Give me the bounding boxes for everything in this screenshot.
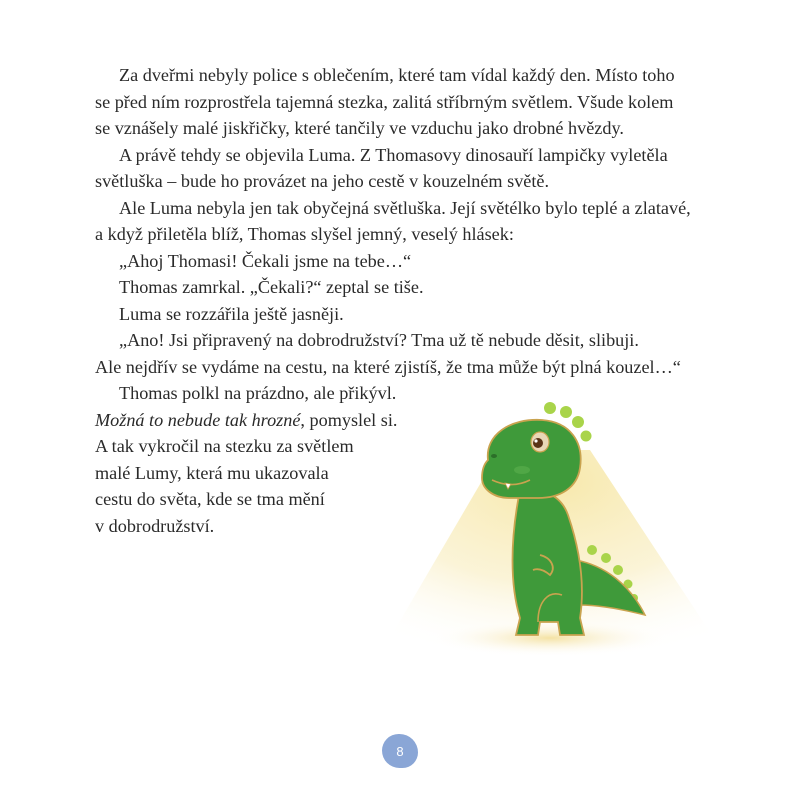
- text-line: A tak vykročil na stezku za světlem: [95, 436, 354, 456]
- text-line: cestu do světa, kde se tma mění: [95, 489, 325, 509]
- text-line: Ale nejdřív se vydáme na cestu, na které zjistíš, že tma může být plná kouzel…“: [95, 356, 681, 377]
- text-line: „Ahoj Thomasi! Čekali jsme na tebe…“: [119, 250, 412, 271]
- text-line: A právě tehdy se objevila Luma. Z Thomasovy dinosauří lampičky vyletěla: [119, 144, 668, 165]
- text-line: se před ním rozprostřela tajemná stezka, zalitá stříbrným světlem. Všude kolem: [95, 91, 674, 112]
- thought-suffix: , pomyslel si.: [300, 409, 398, 430]
- dinosaur-lamp-illustration: [370, 390, 730, 690]
- text-line: se vznášely malé jiskřičky, které tančily ve vzduchu jako drobné hvězdy.: [95, 118, 624, 138]
- text-line: „Ano! Jsi připravený na dobrodružství? Tma už tě nebude děsit, slibuji.: [119, 330, 639, 350]
- text-line: a když přiletěla blíž, Thomas slyšel jemný, veselý hlásek:: [95, 224, 514, 244]
- text-line: světluška – bude ho provázet na jeho cestě v kouzelném světě.: [95, 171, 550, 191]
- dino-head: [482, 420, 581, 498]
- text-line: Thomas polkl na prázdno, ale přikývl.: [119, 383, 397, 403]
- floor-glow: [430, 620, 670, 656]
- italic-thought: Možná to nebude tak hrozné: [95, 409, 301, 430]
- text-line: malé Lumy, která mu ukazovala: [95, 462, 329, 483]
- text-line: Luma se rozzářila ještě jasněji.: [119, 303, 344, 324]
- text-line: Za dveřmi nebyly police s oblečením, které tam vídal každý den. Místo toho: [119, 65, 675, 85]
- text-line: Thomas zamrkal. „Čekali?“ zeptal se tiše.: [119, 277, 424, 297]
- text-line: Ale Luma nebyla jen tak obyčejná světluška. Její světélko bylo teplé a zlatavé,: [119, 197, 691, 218]
- text-line: v dobrodružství.: [95, 515, 215, 536]
- page-number-badge: 8: [382, 734, 418, 768]
